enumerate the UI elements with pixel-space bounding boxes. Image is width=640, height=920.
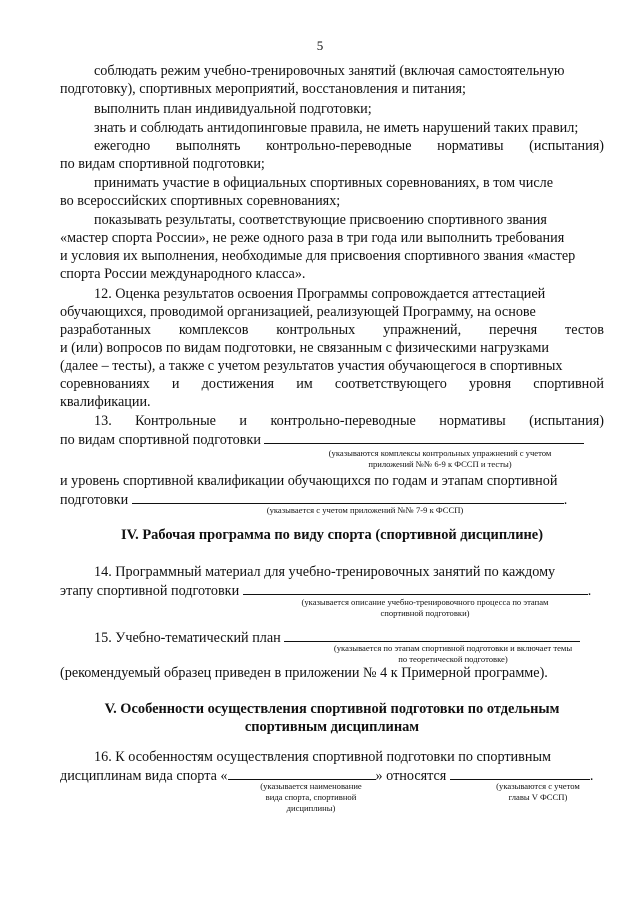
footnote: (указывается с учетом приложений №№ 7-9 к ФССП) — [266, 505, 464, 515]
text-line: соблюдать режим учебно-тренировочных занятий (включая самостоятельную — [94, 63, 565, 79]
text-line: принимать участие в официальных спортивных соревнованиях, в том числе — [94, 175, 554, 191]
footnote: (указывается описание учебно-тренировочного процесса по этапам спортивной подготовки) — [301, 597, 549, 618]
text-line: квалификации. — [60, 394, 151, 410]
text-line: во всероссийских спортивных соревнованиях; — [60, 193, 341, 209]
fill-line: по видам спортивной подготовки — [60, 430, 604, 449]
blank-underline — [228, 766, 376, 780]
text-line: 12. Оценка результатов освоения Программы сопровождается аттестацией — [94, 286, 546, 302]
fill-line: этапу спортивной подготовки . — [60, 583, 592, 599]
text-line: 16. К особенностям осуществления спортивной подготовки по спортивным — [94, 749, 551, 765]
text-line: показывать результаты, соответствующие присвоению спортивного звания — [94, 212, 547, 228]
text-line: и условия их выполнения, необходимые для присвоения спортивного звания «мастер — [60, 248, 576, 264]
justified-line: 13. Контрольные и контрольно-переводные нормативы (испытания) — [94, 413, 604, 429]
justified-line: ежегодно выполнять контрольно-переводные нормативы (испытания) — [94, 138, 604, 154]
footnote: (указывается по этапам спортивной подготовки и включает темы по теоретической подготовке) — [333, 643, 573, 664]
fill-line: подготовки . — [60, 492, 568, 508]
blank-underline — [264, 430, 584, 444]
text-line: обучающихся, проводимой организацией, реализующей Программу, на основе — [60, 304, 536, 320]
fill-line: дисциплинам вида спорта « » относятся . — [60, 768, 594, 784]
blank-underline — [243, 581, 588, 595]
footnote: (указываются комплексы контрольных упражнений с учетом приложений №№ 6-9 к ФССП и тесты) — [328, 448, 552, 469]
justified-line: разработанных комплексов контрольных упражнений, перечня тестов — [60, 322, 604, 338]
fill-line: 15. Учебно-тематический план — [94, 628, 604, 647]
blank-underline — [132, 490, 564, 504]
text-line: (рекомендуемый образец приведен в приложении № 4 к Примерной программе). — [60, 665, 548, 681]
text-line: знать и соблюдать антидопинговые правила, не иметь нарушений таких правил; — [94, 120, 579, 136]
text-line: подготовку), спортивных мероприятий, восстановления и питания; — [60, 81, 466, 97]
text-line: спорта России международного класса». — [60, 266, 306, 282]
blank-underline — [450, 766, 590, 780]
footnote: (указывается наименование вида спорта, спортивной дисциплины) — [260, 781, 362, 813]
footnote: (указываются с учетом главы V ФССП) — [496, 781, 580, 802]
text-line: выполнить план индивидуальной подготовки; — [94, 101, 372, 117]
text-line: по видам спортивной подготовки; — [60, 156, 265, 172]
text-line: и (или) вопросов по видам подготовки, не связанным с физическими нагрузками — [60, 340, 549, 356]
section-heading: V. Особенности осуществления спортивной подготовки по отдельным — [104, 701, 560, 717]
section-heading: IV. Рабочая программа по виду спорта (спортивной дисциплине) — [121, 527, 543, 543]
blank-underline — [284, 628, 580, 642]
page-number: 5 — [316, 38, 324, 53]
text-line: 14. Программный материал для учебно-тренировочных занятий по каждому — [94, 564, 556, 580]
text-line: «мастер спорта России», не реже одного раза в три года или выполнить требования — [60, 230, 565, 246]
text-line: и уровень спортивной квалификации обучающихся по годам и этапам спортивной — [60, 473, 558, 489]
justified-line: соревнованиях и достижения им соответствующего уровня спортивной — [60, 376, 604, 392]
text-line: (далее – тесты), а также с учетом результатов участия обучающегося в спортивных — [60, 358, 563, 374]
section-heading: спортивным дисциплинам — [244, 719, 420, 735]
